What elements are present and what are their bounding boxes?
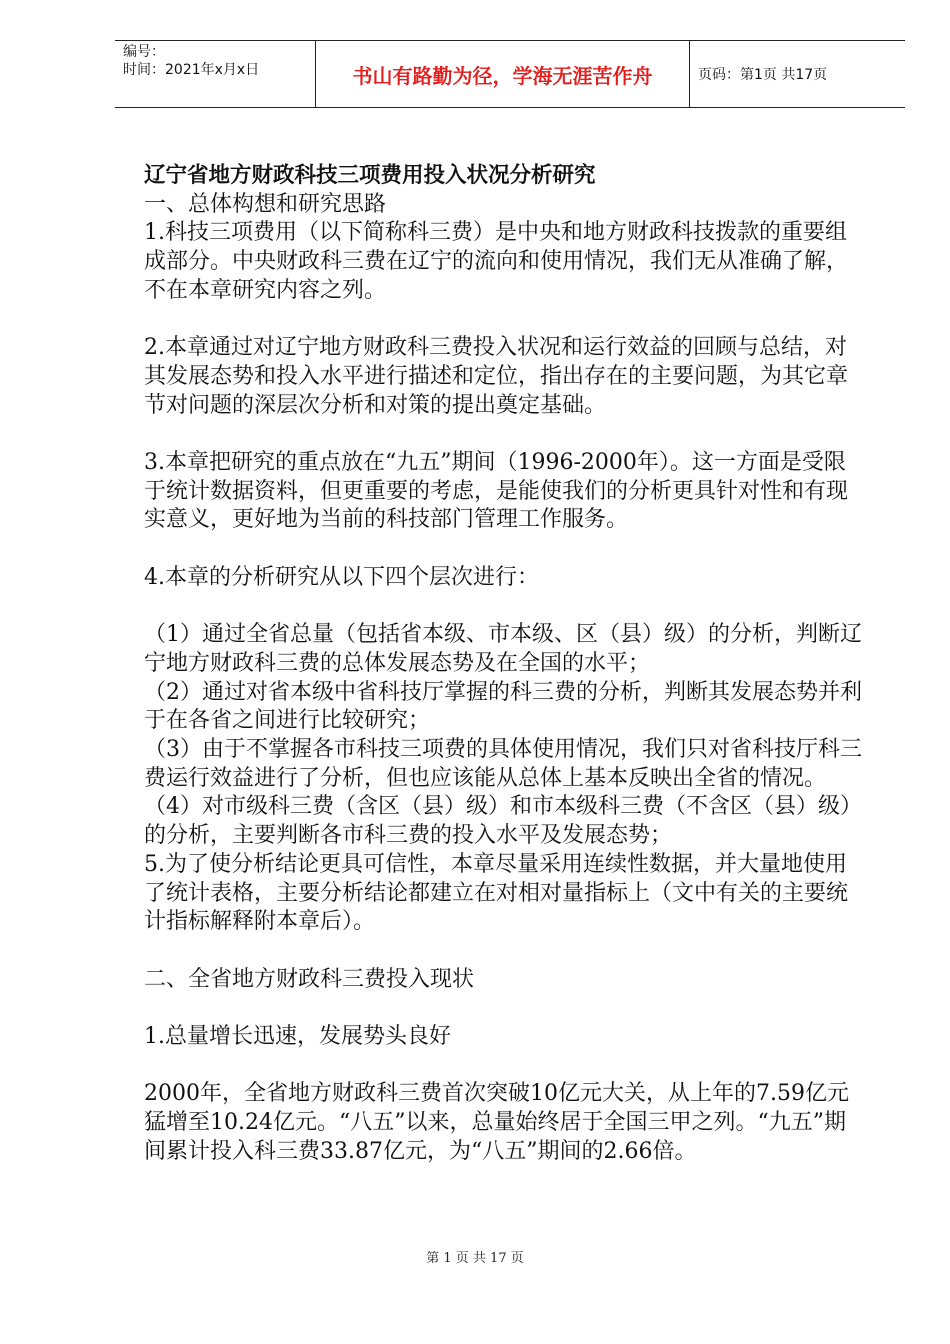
list-item-1: （1）通过全省总量（包括省本级、市本级、区（县）级）的分析，判断辽宁地方财政科三费的总体发展态势及在全国的水平； [144, 622, 862, 676]
spacer [144, 306, 864, 335]
list-item-4: （4）对市级科三费（含区（县）级）和市本级科三费（不含区（县）级）的分析，主要判断各市科三费的投入水平及发展态势； [144, 794, 862, 849]
paragraph-5: 5.为了使分析结论更具可信性，本章尽量采用连续性数据，并大量地使用了统计表格，主要分析结论都建立在对相对量指标上（文中有关的主要统计指标解释附本章后）。 [144, 851, 849, 935]
document-body [144, 162, 864, 1167]
section-heading-1: 一、总体构想和研究思路 [144, 191, 387, 217]
page-info-text: 页码：第1页 共17页 [698, 67, 828, 83]
spacer [144, 593, 864, 622]
number-label: 编号： [123, 44, 165, 60]
paragraph-2: 2.本章通过对辽宁地方财政科三费投入状况和运行效益的回顾与总结，对其发展态势和投入水平进行描述和定位，指出存在的主要问题，为其它章节对问题的深层次分析和对策的提出奠定基础。 [144, 335, 849, 418]
paragraph-1: 1.科技三项费用（以下简称科三费）是中央和地方财政科技拨款的重要组成部分。中央财政科三费在辽宁的流向和使用情况，我们无从准确了解，不在本章研究内容之列。 [144, 220, 849, 303]
spacer [144, 1052, 864, 1081]
spacer [144, 420, 864, 449]
page-footer: 第 1 页 共 17 页 [426, 1251, 524, 1266]
spacer [144, 535, 864, 564]
spacer [144, 937, 864, 966]
paragraph-4: 4.本章的分析研究从以下四个层次进行： [144, 564, 539, 590]
motto-text: 书山有路勤为径，学海无涯苦作舟 [352, 63, 653, 88]
time-label: 时间：2021年x月x日 [123, 62, 260, 78]
document-title: 辽宁省地方财政科技三项费用投入状况分析研究 [144, 163, 596, 188]
list-item-3: （3）由于不掌握各市科技三项费的具体使用情况，我们只对省科技厅科三费运行效益进行了分析，但也应该能从总体上基本反映出全省的情况。 [144, 737, 862, 791]
document-header [115, 40, 905, 108]
section-heading-2: 二、全省地方财政科三费投入现状 [144, 966, 475, 992]
paragraph-3: 3.本章把研究的重点放在“九五”期间（1996-2000年）。这一方面是受限于统计数据资料，但更重要的考虑，是能使我们的分析更具针对性和有现实意义，更好地为当前的科技部门管理工作服务。 [144, 450, 849, 533]
list-item-2: （2）通过对省本级中省科技厅掌握的科三费的分析，判断其发展态势并利于在各省之间进行比较研究； [144, 679, 862, 734]
header-meta [115, 41, 315, 107]
header-page-info [690, 41, 905, 107]
paragraph-6: 2000年，全省地方财政科三费首次突破10亿元大关，从上年的7.59亿元猛增至10.24亿元。“八五”以来，总量始终居于全国三甲之列。“九五”期间累计投入科三费33.87亿元，为“八五”期间的2.66倍。 [144, 1081, 849, 1164]
spacer [144, 994, 864, 1023]
subsection-heading-1: 1.总量增长迅速，发展势头良好 [144, 1024, 451, 1049]
header-motto-cell [315, 41, 690, 107]
